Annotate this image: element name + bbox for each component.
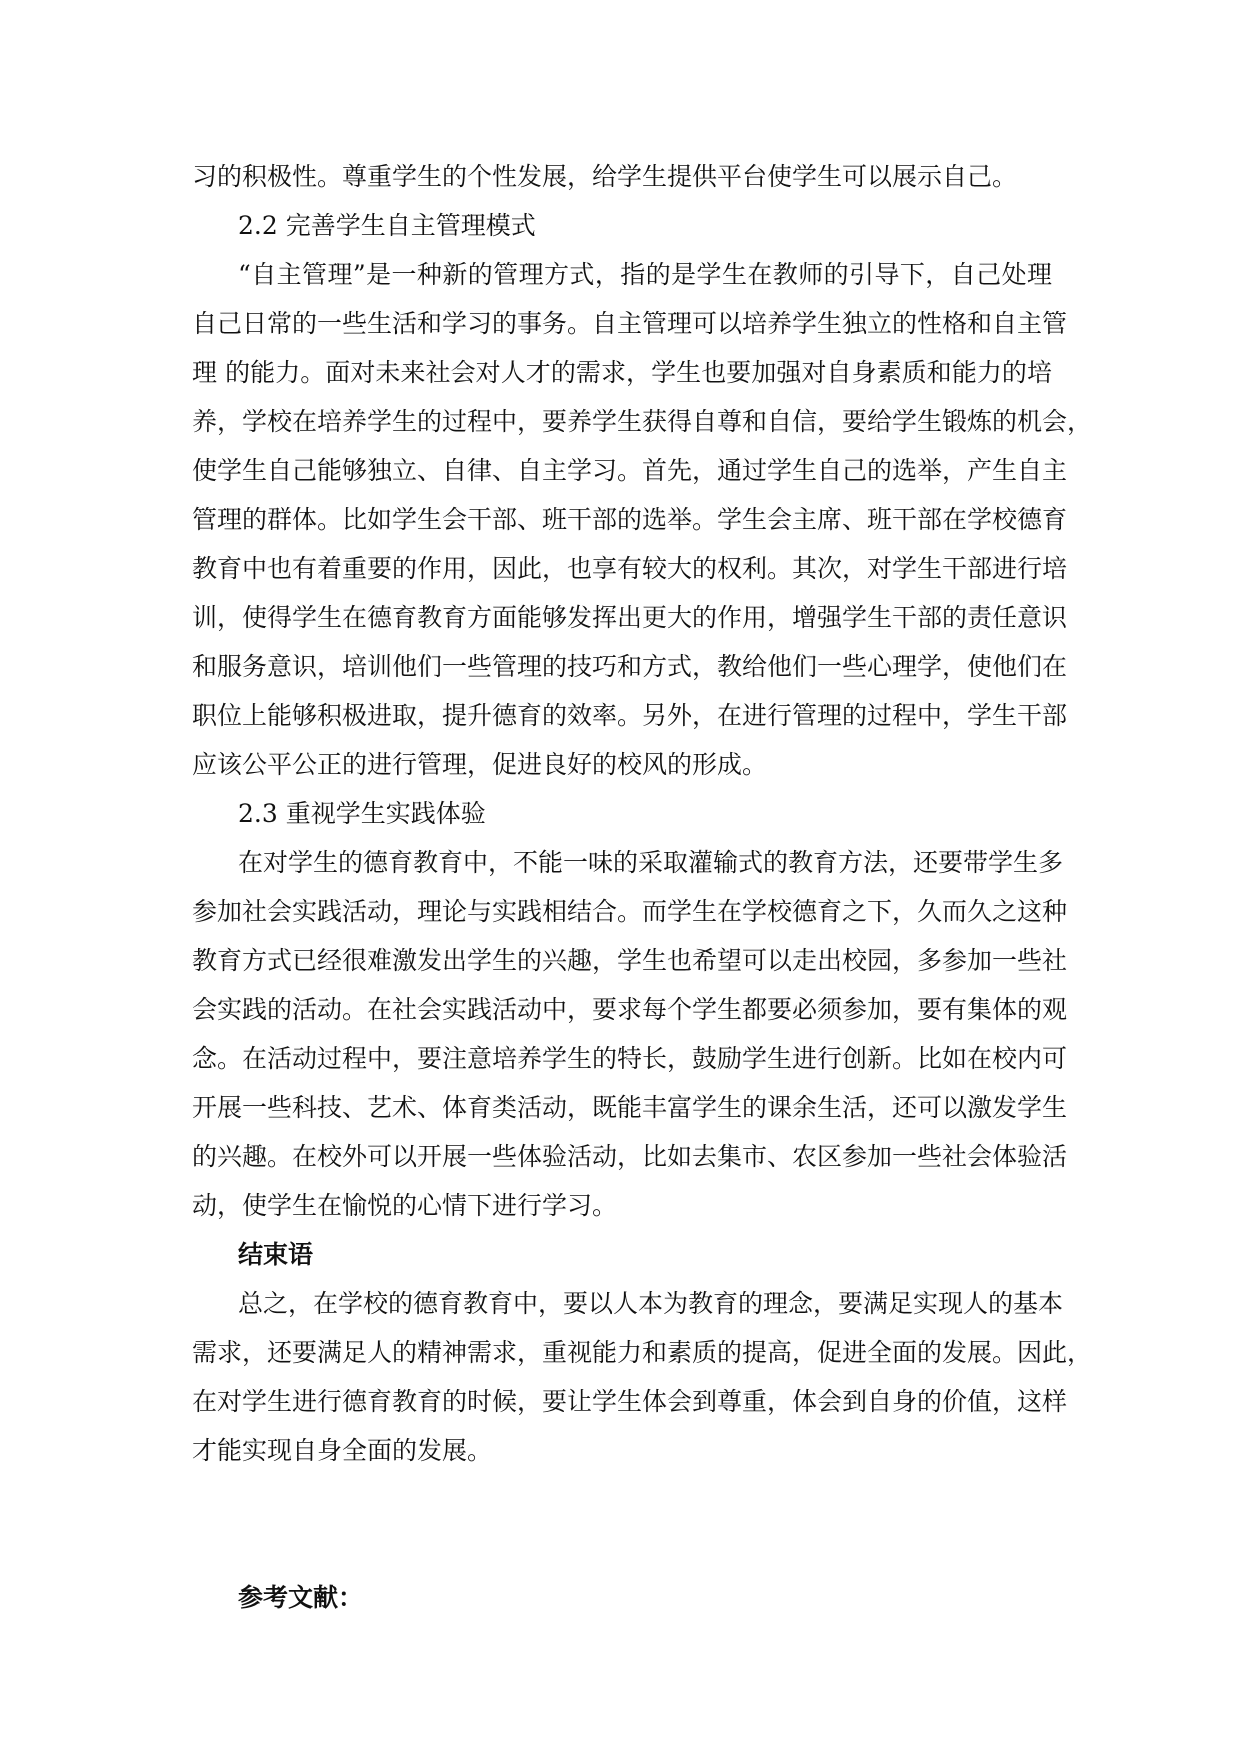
paragraph-line: 教育中也有着重要的作用，因此，也享有较大的权利。其次，对学生干部进行培 bbox=[192, 554, 1068, 583]
paragraph-line: 的兴趣。在校外可以开展一些体验活动，比如去集市、农区参加一些社会体验活 bbox=[192, 1142, 1068, 1171]
blank-space bbox=[192, 1475, 1052, 1573]
paragraph-line: 使学生自己能够独立、自律、自主学习。首先，通过学生自己的选举，产生自主 bbox=[192, 456, 1068, 485]
document-body bbox=[192, 152, 1093, 1622]
paragraph-line: 自己日常的一些生活和学习的事务。自主管理可以培养学生独立的性格和自主管 bbox=[192, 309, 1068, 338]
paragraph-line: 总之，在学校的德育教育中，要以人本为教育的理念，要满足实现人的基本 bbox=[238, 1289, 1064, 1318]
references-heading: 参考文献： bbox=[238, 1583, 364, 1612]
paragraph-line: 应该公平公正的进行管理，促进良好的校风的形成。 bbox=[192, 750, 768, 779]
paragraph-line: 和服务意识，培训他们一些管理的技巧和方式，教给他们一些心理学，使他们在 bbox=[192, 652, 1068, 681]
paragraph-line: 念。在活动过程中，要注意培养学生的特长，鼓励学生进行创新。比如在校内可 bbox=[192, 1044, 1068, 1073]
conclusion-heading: 结束语 bbox=[238, 1240, 314, 1269]
section-heading-2-2: 2.2 完善学生自主管理模式 bbox=[238, 211, 536, 240]
paragraph-line: 需求，还要满足人的精神需求，重视能力和素质的提高，促进全面的发展。因此， bbox=[192, 1338, 1093, 1367]
paragraph-line: “自主管理”是一种新的管理方式，指的是学生在教师的引导下，自己处理 bbox=[238, 260, 1052, 289]
paragraph-line: 在对学生的德育教育中，不能一味的采取灌输式的教育方法，还要带学生多 bbox=[238, 848, 1064, 877]
paragraph-line: 会实践的活动。在社会实践活动中，要求每个学生都要必须参加，要有集体的观 bbox=[192, 995, 1068, 1024]
paragraph-line: 养，学校在培养学生的过程中，要养学生获得自尊和自信，要给学生锻炼的机会， bbox=[192, 407, 1093, 436]
paragraph-line: 教育方式已经很难激发出学生的兴趣，学生也希望可以走出校园，多参加一些社 bbox=[192, 946, 1068, 975]
paragraph-line: 职位上能够积极进取，提升德育的效率。另外，在进行管理的过程中，学生干部 bbox=[192, 701, 1068, 730]
paragraph-line: 参加社会实践活动，理论与实践相结合。而学生在学校德育之下，久而久之这种 bbox=[192, 897, 1068, 926]
paragraph-line: 开展一些科技、艺术、体育类活动，既能丰富学生的课余生活，还可以激发学生 bbox=[192, 1093, 1068, 1122]
paragraph-line: 习的积极性。尊重学生的个性发展，给学生提供平台使学生可以展示自己。 bbox=[192, 162, 1018, 191]
paragraph-line: 在对学生进行德育教育的时候，要让学生体会到尊重，体会到自身的价值，这样 bbox=[192, 1387, 1068, 1416]
paragraph-line: 动，使学生在愉悦的心情下进行学习。 bbox=[192, 1191, 618, 1220]
paragraph-line: 理 的能力。面对未来社会对人才的需求，学生也要加强对自身素质和能力的培 bbox=[192, 358, 1052, 387]
paragraph-line: 才能实现自身全面的发展。 bbox=[192, 1436, 493, 1465]
paragraph-line: 管理的群体。比如学生会干部、班干部的选举。学生会主席、班干部在学校德育 bbox=[192, 505, 1068, 534]
section-heading-2-3: 2.3 重视学生实践体验 bbox=[238, 799, 486, 828]
paragraph-line: 训，使得学生在德育教育方面能够发挥出更大的作用，增强学生干部的责任意识 bbox=[192, 603, 1068, 632]
